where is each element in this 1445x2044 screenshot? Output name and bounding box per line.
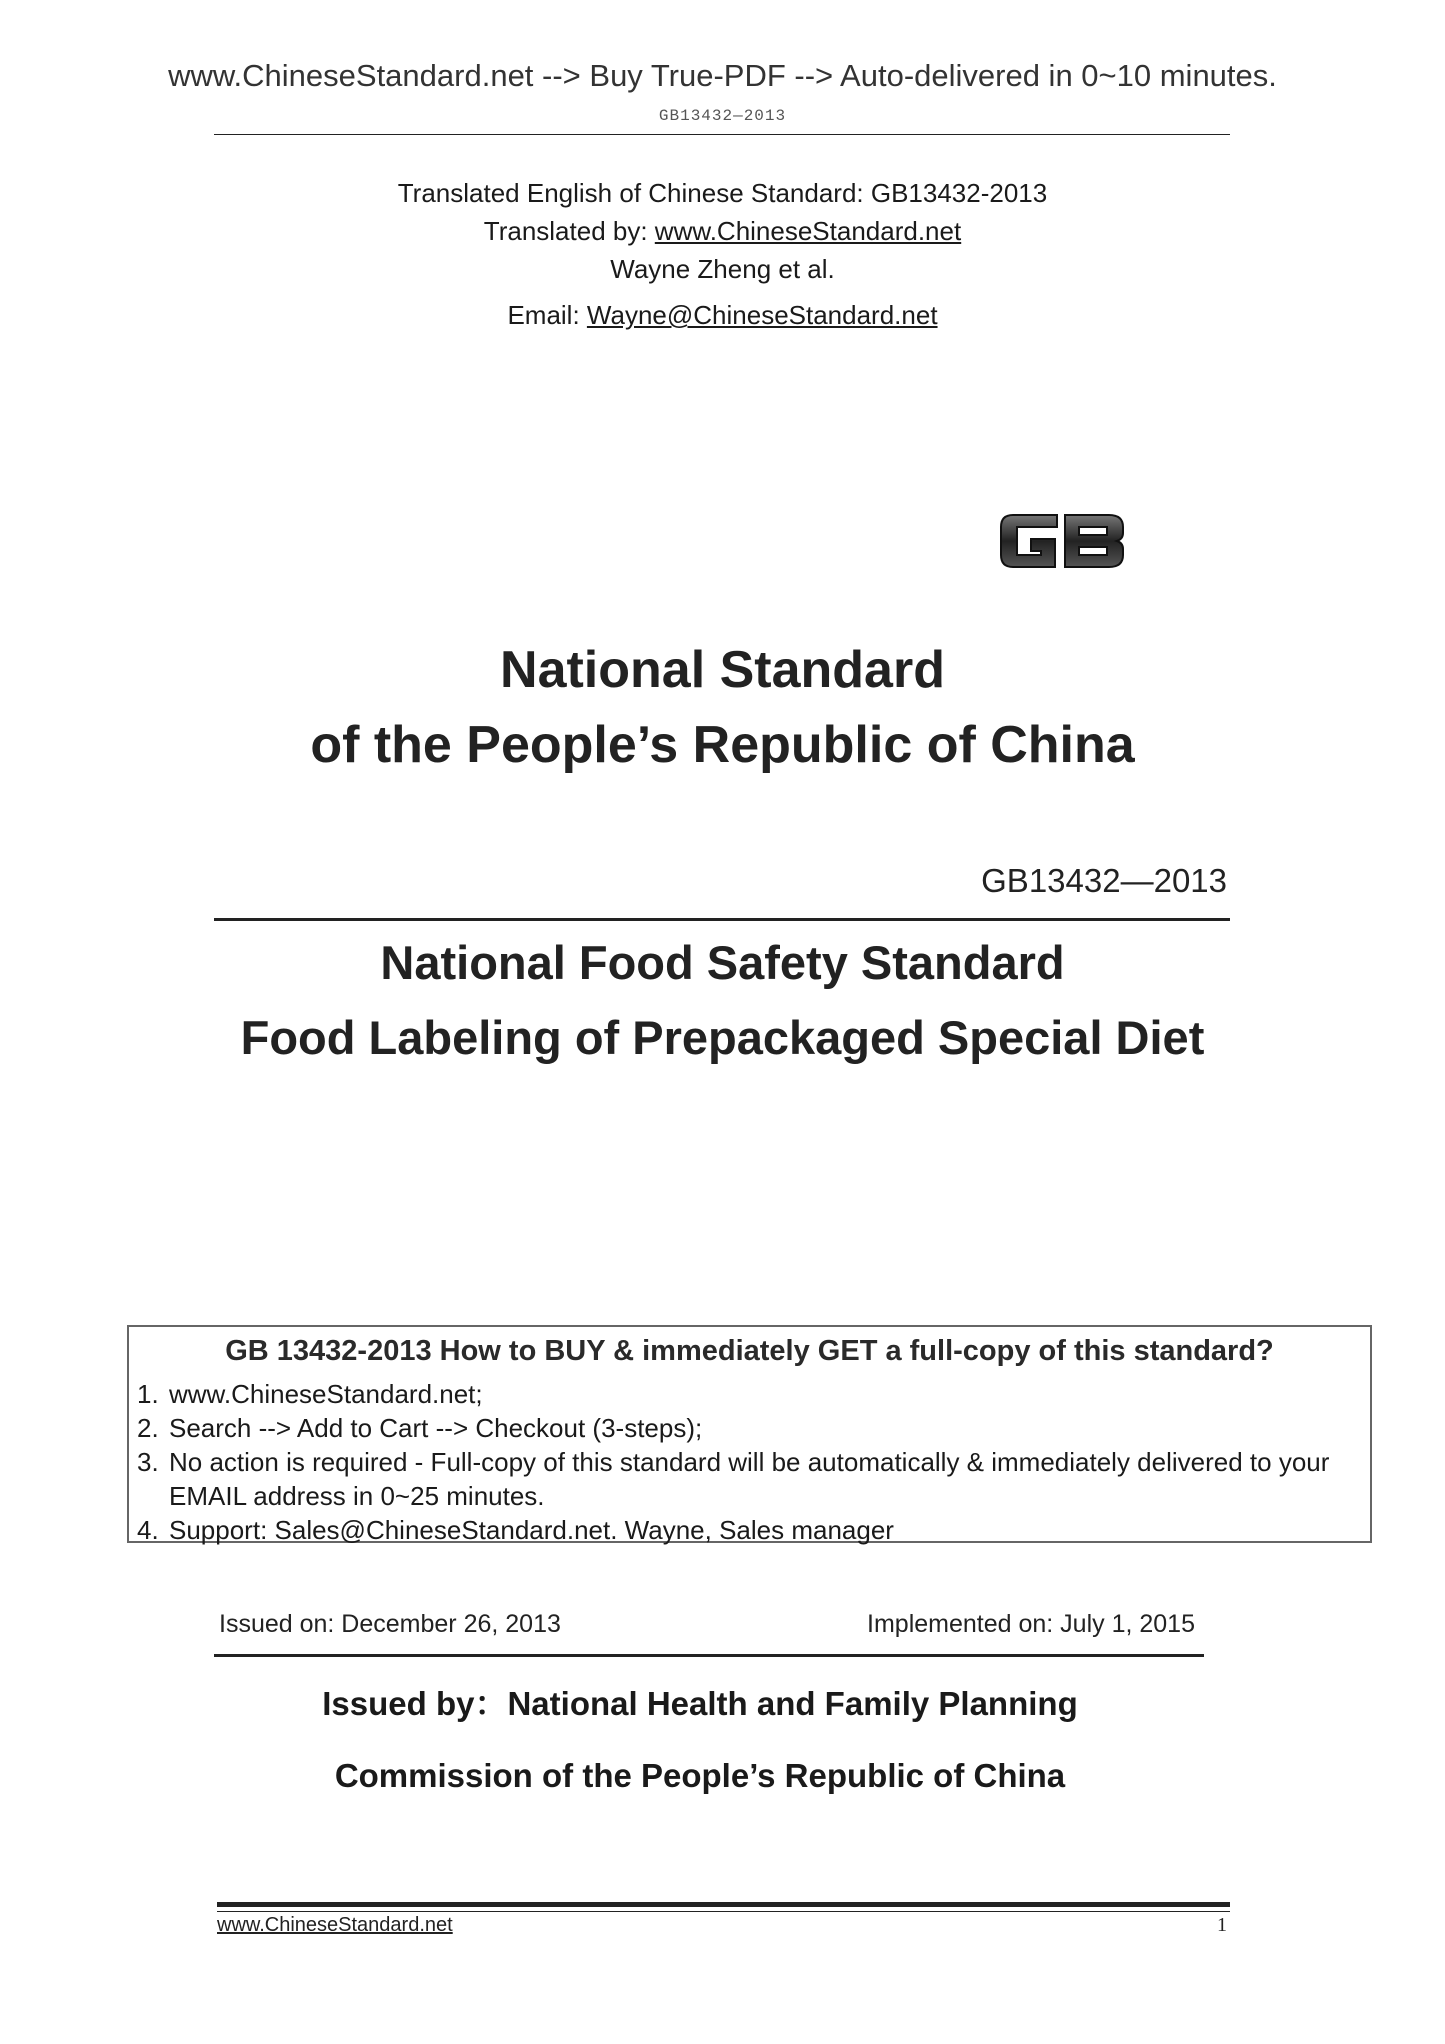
list-item <box>137 1513 1362 1547</box>
gb-logo-icon <box>995 505 1130 577</box>
list-item-text: Search --> Add to Cart --> Checkout (3-steps); <box>169 1413 703 1443</box>
subtitle-line-2: Food Labeling of Prepackaged Special Diet <box>240 1011 1205 1064</box>
list-item-number: 4. <box>137 1515 159 1545</box>
translated-by-label: Translated by: <box>483 216 655 246</box>
translated-by-link[interactable]: www.ChineseStandard.net <box>654 216 962 246</box>
list-item-number: 1. <box>137 1379 159 1409</box>
issuer-line-1: Issued by：National Health and Family Planning <box>322 1685 1078 1722</box>
issuer-line-2: Commission of the People’s Republic of China <box>334 1757 1066 1794</box>
buy-instructions-box <box>127 1325 1372 1543</box>
top-banner: www.ChineseStandard.net --> Buy True-PDF --> Auto-delivered in 0~10 minutes. <box>168 58 1277 93</box>
title-line-1: National Standard <box>500 641 945 699</box>
implemented-date: Implemented on: July 1, 2015 <box>867 1610 1195 1638</box>
title-divider <box>214 918 1230 921</box>
subtitle-line-1: National Food Safety Standard <box>380 936 1065 989</box>
header-doc-code: GB13432—2013 <box>658 107 787 125</box>
title-line-2: of the People’s Republic of China <box>310 716 1135 774</box>
footer-divider-thick <box>217 1902 1230 1907</box>
list-item <box>137 1377 1362 1411</box>
email-line <box>0 300 1445 331</box>
translated-by-line <box>0 216 1445 247</box>
translation-line: Translated English of Chinese Standard: GB13432-2013 <box>397 178 1048 208</box>
buy-steps-list <box>137 1377 1362 1547</box>
standard-code: GB13432—2013 <box>981 862 1227 899</box>
list-item-text[interactable]: www.ChineseStandard.net; <box>169 1379 483 1409</box>
dates-divider <box>214 1654 1204 1657</box>
footer-site-link[interactable]: www.ChineseStandard.net <box>217 1914 453 1936</box>
list-item-text: No action is required - Full-copy of this standard will be automatically & immediately delivered to your EMAIL address in 0~25 minutes. <box>169 1447 1330 1511</box>
email-label: Email: <box>507 300 587 330</box>
list-item <box>137 1411 1362 1445</box>
page-number: 1 <box>1217 1914 1227 1936</box>
list-item-number: 2. <box>137 1413 159 1443</box>
author-line: Wayne Zheng et al. <box>610 254 835 284</box>
list-item <box>137 1445 1362 1513</box>
buy-box-title: GB 13432-2013 How to BUY & immediately GET a full-copy of this standard? <box>225 1335 1274 1367</box>
list-item-number: 3. <box>137 1447 159 1477</box>
issued-date: Issued on: December 26, 2013 <box>219 1610 561 1638</box>
footer-divider-thin <box>217 1911 1230 1912</box>
email-link[interactable]: Wayne@ChineseStandard.net <box>586 300 938 330</box>
header-divider <box>214 134 1230 135</box>
list-item-text: Support: Sales@ChineseStandard.net. Wayne, Sales manager <box>169 1515 894 1545</box>
